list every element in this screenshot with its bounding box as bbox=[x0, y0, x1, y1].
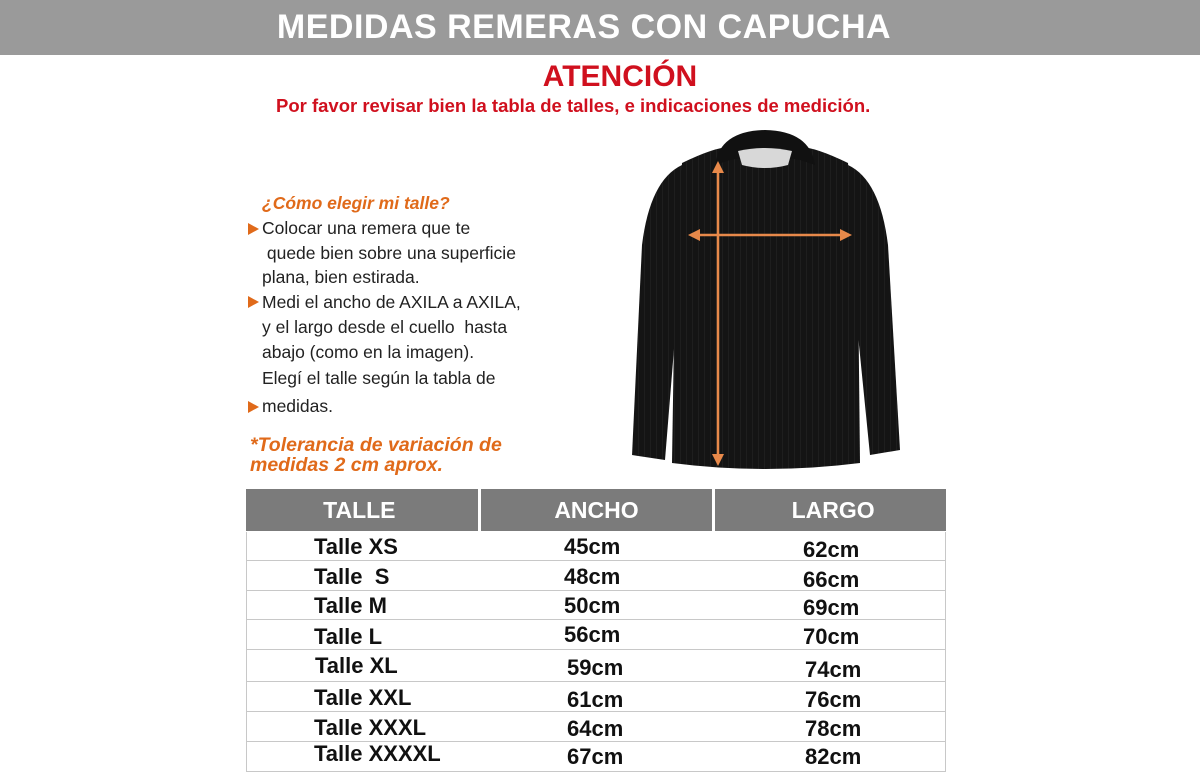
width-value: 59cm bbox=[567, 655, 624, 680]
size-label: Talle M bbox=[314, 593, 387, 618]
tolerance-line: *Tolerancia de variación de bbox=[250, 434, 502, 456]
length-value: 78cm bbox=[805, 716, 862, 741]
length-value: 70cm bbox=[803, 624, 860, 649]
size-label: Talle XXL bbox=[314, 685, 412, 710]
bullet-arrow-icon bbox=[248, 223, 259, 235]
width-value: 61cm bbox=[567, 687, 624, 712]
size-label: Talle XL bbox=[315, 653, 398, 678]
header-talle: TALLE bbox=[323, 496, 396, 523]
length-value: 66cm bbox=[803, 567, 860, 592]
length-value: 69cm bbox=[803, 595, 860, 620]
page-banner bbox=[0, 0, 1200, 55]
guide-line: y el largo desde el cuello hasta bbox=[262, 317, 508, 337]
page-title: MEDIDAS REMERAS CON CAPUCHA bbox=[276, 8, 892, 46]
table-row bbox=[247, 532, 945, 561]
table-row bbox=[247, 562, 945, 591]
width-value: 64cm bbox=[567, 716, 624, 741]
width-value: 45cm bbox=[564, 534, 621, 559]
length-value: 62cm bbox=[803, 537, 860, 562]
size-label: Talle S bbox=[314, 564, 390, 589]
shirt-body bbox=[672, 147, 860, 469]
table-row bbox=[247, 651, 945, 682]
table-row bbox=[247, 713, 945, 742]
table-row bbox=[247, 683, 945, 712]
header-divider bbox=[478, 489, 481, 531]
width-value: 56cm bbox=[564, 622, 621, 647]
size-table-body bbox=[246, 532, 946, 772]
size-label: Talle L bbox=[314, 624, 383, 649]
guide-line: Medi el ancho de AXILA a AXILA, bbox=[262, 292, 521, 312]
guide-line: Colocar una remera que te bbox=[262, 218, 471, 238]
length-value: 76cm bbox=[805, 687, 862, 712]
header-divider bbox=[712, 489, 715, 531]
length-value: 82cm bbox=[805, 744, 862, 769]
table-row bbox=[247, 739, 945, 772]
guide-line: plana, bien estirada. bbox=[262, 267, 420, 287]
guide-title: ¿Cómo elegir mi talle? bbox=[262, 193, 450, 213]
tolerance-note bbox=[250, 435, 502, 475]
guide-line: quede bien sobre una superficie bbox=[262, 242, 516, 263]
hood-lining bbox=[738, 148, 792, 168]
header-ancho: ANCHO bbox=[554, 496, 639, 523]
size-label: Talle XXXL bbox=[314, 715, 427, 740]
width-value: 50cm bbox=[564, 593, 621, 618]
size-label: Talle XS bbox=[314, 534, 398, 559]
table-row bbox=[247, 620, 945, 650]
attention-text: Por favor revisar bien la tabla de talles, e indicaciones de medición. bbox=[276, 95, 871, 116]
size-table-header bbox=[246, 489, 946, 531]
header-largo: LARGO bbox=[791, 496, 875, 523]
attention-heading: ATENCIÓN bbox=[542, 60, 698, 93]
length-value: 74cm bbox=[805, 657, 862, 682]
guide-line: medidas. bbox=[262, 396, 334, 416]
hoodie-shirt-icon bbox=[620, 125, 910, 475]
bullet-arrow-icon bbox=[248, 296, 259, 308]
width-value: 48cm bbox=[564, 564, 621, 589]
bullet-arrow-icon bbox=[248, 401, 259, 413]
table-row bbox=[247, 591, 945, 620]
width-value: 67cm bbox=[567, 744, 624, 769]
guide-line: abajo (como en la imagen). bbox=[262, 342, 475, 362]
tolerance-line: medidas 2 cm aprox. bbox=[250, 454, 443, 476]
guide-line: Elegí el talle según la tabla de bbox=[262, 368, 496, 388]
size-label: Talle XXXXL bbox=[314, 741, 441, 766]
